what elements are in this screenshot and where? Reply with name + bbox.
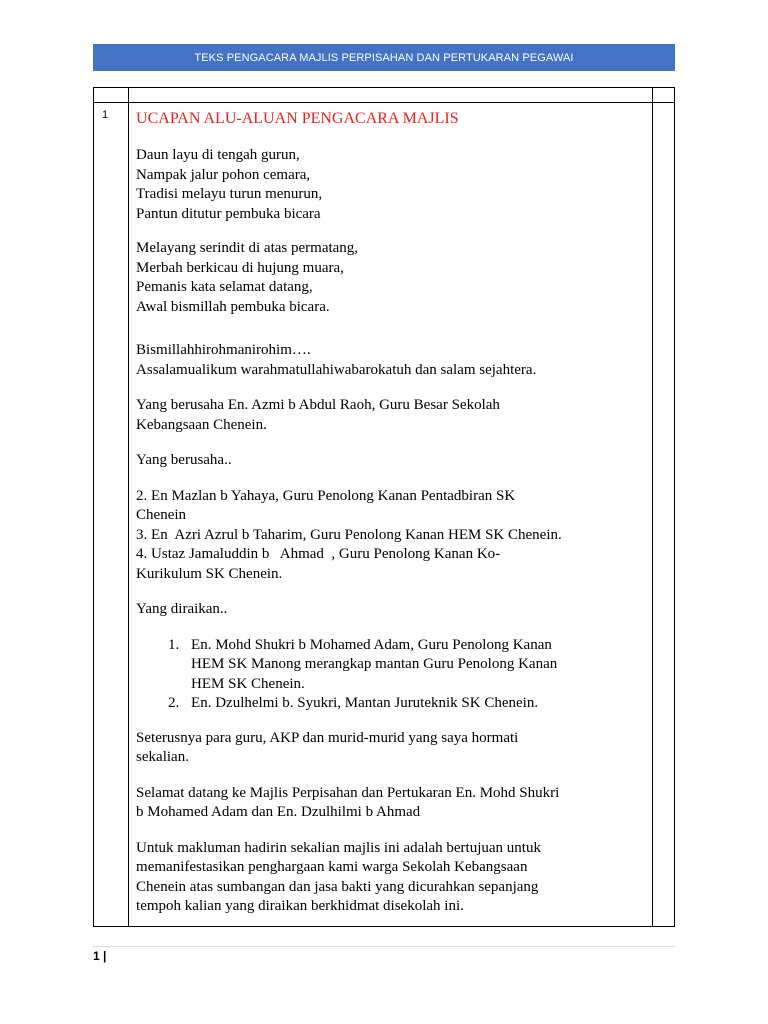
pantun-stanza-2 — [136, 239, 646, 317]
text-line: 2. En Mazlan b Yahaya, Guru Penolong Kanan Pentadbiran SK — [136, 487, 516, 504]
verse-line: Daun layu di tengah gurun, — [136, 147, 300, 163]
text-line: Assalamualikum warahmatullahiwabarokatuh dan salam sejahtera. — [136, 361, 537, 378]
text-line: sekalian. — [136, 749, 189, 765]
welcome-paragraph — [136, 784, 646, 823]
empty-cell — [129, 88, 653, 103]
verse-line: Pemanis kata selamat datang, — [136, 279, 313, 295]
text-line: Untuk makluman hadirin sekalian majlis ini adalah bertujuan untuk — [136, 839, 541, 856]
text-line: Chenein atas sumbangan dan jasa bakti yang dicurahkan sepanjang — [136, 878, 539, 895]
verse-line: Melayang serindit di atas permatang, — [136, 240, 359, 256]
text-line: 2. En. Dzulhelmi b. Syukri, Mantan Juruteknik SK Chenein. — [191, 695, 539, 711]
text-line: Chenein — [136, 507, 187, 523]
verse-line: Awal bismillah pembuka bicara. — [136, 298, 330, 315]
text-line: Bismillahhirohmanirohim…. — [136, 342, 311, 358]
document-header-banner — [93, 44, 675, 71]
text-line: memanifestasikan penghargaan kami warga Sekolah Kebangsaan — [136, 859, 528, 875]
berusaha-list — [136, 487, 646, 585]
text-line: HEM SK Chenein. — [191, 675, 305, 692]
text-line: Kebangsaan Chenein. — [136, 416, 267, 433]
text-line: Selamat datang ke Majlis Perpisahan dan Pertukaran En. Mohd Shukri — [136, 784, 560, 801]
speech-text-cell — [129, 103, 653, 927]
page-number: 1 | — [93, 949, 107, 963]
berusaha-label: Yang berusaha.. — [136, 452, 232, 468]
text-line: Seterusnya para guru, AKP dan murid-murid yang saya hormati — [136, 729, 519, 746]
empty-cell — [94, 88, 129, 103]
footer-divider — [93, 946, 675, 947]
text-line: 3. En Azri Azrul b Taharim, Guru Penolong Kanan HEM SK Chenein. — [136, 526, 562, 543]
table-empty-row — [94, 88, 675, 103]
verse-line: Nampak jalur pohon cemara, — [136, 166, 311, 183]
verse-line: Pantun ditutur pembuka bicara — [136, 205, 321, 222]
list-item — [183, 636, 646, 695]
text-line: 4. Ustaz Jamaluddin b Ahmad , Guru Penolong Kanan Ko- — [136, 546, 501, 562]
empty-cell — [652, 88, 674, 103]
text-line: HEM SK Manong merangkap mantan Guru Penolong Kanan — [191, 656, 558, 672]
text-line: Yang berusaha En. Azmi b Abdul Raoh, Guru Besar Sekolah — [136, 397, 500, 413]
text-line: 1. En. Mohd Shukri b Mohamed Adam, Guru Penolong Kanan — [191, 636, 552, 653]
verse-line: Merbah berkicau di hujung muara, — [136, 259, 344, 276]
verse-line: Tradisi melayu turun menurun, — [136, 186, 323, 202]
diraikan-label: Yang diraikan.. — [136, 601, 228, 617]
row-number: 1 — [94, 103, 129, 927]
text-line: b Mohamed Adam dan En. Dzulhilmi b Ahmad — [136, 804, 421, 820]
greeting-paragraph — [136, 341, 646, 380]
guru-besar-paragraph — [136, 396, 646, 435]
honorees-list — [136, 636, 646, 714]
purpose-paragraph — [136, 839, 646, 917]
pantun-stanza-1 — [136, 146, 646, 224]
document-title: TEKS PENGACARA MAJLIS PERPISAHAN DAN PERTUKARAN PEGAWAI — [194, 51, 574, 64]
text-line: tempoh kalian yang diraikan berkhidmat disekolah ini. — [136, 898, 464, 914]
seterusnya-paragraph — [136, 729, 646, 768]
content-table — [93, 87, 675, 927]
text-line: Kurikulum SK Chenein. — [136, 565, 283, 582]
section-heading: UCAPAN ALU-ALUAN PENGACARA MAJLIS — [136, 110, 459, 127]
table-row — [94, 103, 675, 927]
list-item — [183, 694, 646, 714]
empty-cell — [652, 103, 674, 927]
